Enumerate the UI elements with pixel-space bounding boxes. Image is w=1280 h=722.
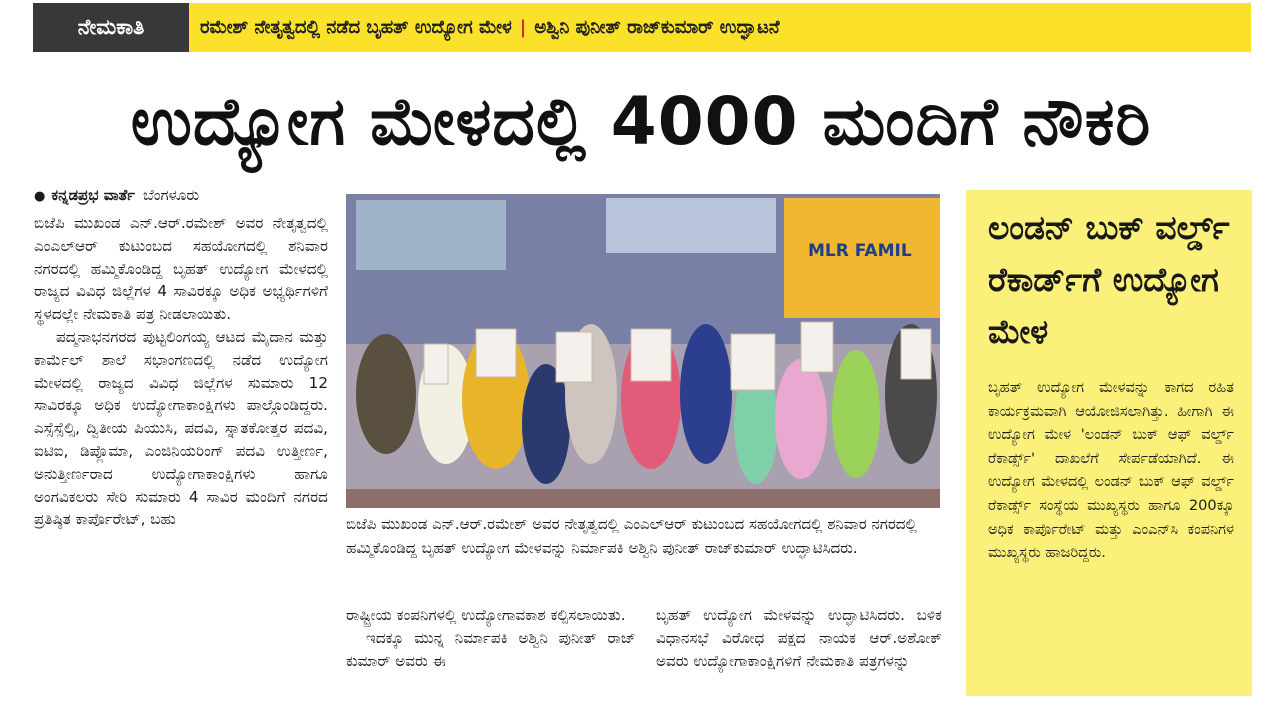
- article-paragraph: ಬೃಹತ್ ಉದ್ಯೋಗ ಮೇಳವನ್ನು ಉದ್ಘಾಟಿಸಿದರು. ಬಳಿಕ ವಿಧಾನಸಭೆ ವಿರೋಧ ಪಕ್ಷದ ನಾಯಕ ಆರ್.ಅಶೋಕ್ ಅವರು ಉದ್ಯೋಗಾಕಾಂಕ್ಷಿಗಳಿಗೆ ನೇಮಕಾತಿ ಪತ್ರಗಳನ್ನು: [656, 606, 942, 670]
- byline-place: ಬೆಂಗಳೂರು: [143, 186, 200, 204]
- article-paragraph: ಬಿಜೆಪಿ ಮುಖಂಡ ಎನ್.ಆರ್.ರಮೇಶ್ ಅವರ ನೇತೃತ್ವದಲ್ಲಿ ಎಂಎಲ್‌ಆರ್ ಕುಟುಂಬದ ಸಹಯೋಗದಲ್ಲಿ ಶನಿವಾರ ನಗರದಲ್ಲಿ ಹಮ್ಮಿಕೊಂಡಿದ್ದ ಬೃಹತ್ ಉದ್ಯೋಗ ಮೇಳದಲ್ಲಿ ರಾಜ್ಯದ ವಿವಿಧ ಜಿಲ್ಲೆಗಳ 4 ಸಾವಿರಕ್ಕೂ ಅಧಿಕ ಅಭ್ಯರ್ಥಿಗಳಿಗೆ ಸ್ಥಳದಲ್ಲೇ ನೇಮಕಾತಿ ಪತ್ರ ನೀಡಲಾಯಿತು.: [34, 214, 328, 324]
- sidebar-box: [966, 190, 1252, 696]
- article-column-1: [34, 212, 328, 531]
- ribbon-separator: |: [519, 17, 527, 38]
- byline-bullet: ●: [34, 189, 46, 204]
- event-photo: [346, 194, 940, 508]
- section-ribbon: [33, 3, 1251, 52]
- event-photo-illustration: [346, 194, 940, 508]
- sidebar-body: ಬೃಹತ್ ಉದ್ಯೋಗ ಮೇಳವನ್ನು ಕಾಗದ ರಹಿತ ಕಾರ್ಯಕ್ರಮವಾಗಿ ಆಯೋಜಿಸಲಾಗಿತ್ತು. ಹೀಗಾಗಿ ಈ ಉದ್ಯೋಗ ಮೇಳ 'ಲಂಡನ್ ಬುಕ್ ಆಫ್ ವರ್ಲ್ಡ್ ರೆಕಾರ್ಡ್ಸ್' ದಾಖಲೆಗೆ ಸೇರ್ಪಡೆಯಾಗಿದೆ. ಈ ಉದ್ಯೋಗ ಮೇಳದಲ್ಲಿ ಲಂಡನ್ ಬುಕ್ ಆಫ್ ವರ್ಲ್ಡ್ ರೆಕಾರ್ಡ್ಸ್ ಸಂಸ್ಥೆಯ ಮುಖ್ಯಸ್ಥರು ಹಾಗೂ 200ಕ್ಕೂ ಅಧಿಕ ಕಾರ್ಪೊರೇಟ್ ಮತ್ತು ಎಂಎನ್‌ಸಿ ಕಂಪನಿಗಳ ಮುಖ್ಯಸ್ಥರು ಹಾಜರಿದ್ದರು.: [988, 379, 1234, 562]
- byline-paper: ಕನ್ನಡಪ್ರಭ ವಾರ್ತೆ: [51, 186, 136, 204]
- ribbon-headline: [200, 3, 780, 52]
- ribbon-text-left: ರಮೇಶ್ ನೇತೃತ್ವದಲ್ಲಿ ನಡೆದ ಬೃಹತ್ ಉದ್ಯೋಗ ಮೇಳ: [200, 17, 512, 38]
- photo-banner-text: MLR FAMIL: [808, 241, 912, 261]
- main-headline: ಉದ್ಯೋಗ ಮೇಳದಲ್ಲಿ 4000 ಮಂದಿಗೆ ನೌಕರಿ: [130, 83, 1152, 160]
- ribbon-text-right: ಅಶ್ವಿನಿ ಪುನೀತ್ ರಾಜ್‌ಕುಮಾರ್ ಉದ್ಘಾಟನೆ: [534, 17, 780, 38]
- article-column-3: [656, 604, 942, 673]
- article-paragraph: ಇದಕ್ಕೂ ಮುನ್ನ ನಿರ್ಮಾಪಕಿ ಅಶ್ವಿನಿ ಪುನೀತ್ ರಾಜ್ ಕುಮಾರ್ ಅವರು ಈ: [346, 629, 636, 670]
- article-paragraph: ಪದ್ಮನಾಭನಗರದ ಪುಟ್ಟಲಿಂಗಯ್ಯ ಆಟದ ಮೈದಾನ ಮತ್ತು ಕಾರ್ಮೆಲ್ ಶಾಲೆ ಸಭಾಂಗಣದಲ್ಲಿ ನಡೆದ ಉದ್ಯೋಗ ಮೇಳದಲ್ಲಿ ರಾಜ್ಯದ ವಿವಿಧ ಜಿಲ್ಲೆಗಳ ಸುಮಾರು 12 ಸಾವಿರಕ್ಕೂ ಅಧಿಕ ಉದ್ಯೋಗಾಕಾಂಕ್ಷಿಗಳು ಪಾಲ್ಗೊಂಡಿದ್ದರು. ಎಸ್ಸೆಸ್ಸೆಲ್ಸಿ, ದ್ವಿತೀಯ ಪಿಯುಸಿ, ಪದವಿ, ಸ್ನಾತಕೋತ್ತರ ಪದವಿ, ಐಟಿಐ, ಡಿಪ್ಲೊಮಾ, ಎಂಜಿನಿಯರಿಂಗ್ ಪದವಿ ಉತ್ತೀರ್ಣ, ಅನುತ್ತೀರ್ಣರಾದ ಉದ್ಯೋಗಾಕಾಂಕ್ಷಿಗಳು ಹಾಗೂ ಅಂಗವಿಕಲರು ಸೇರಿ ಸುಮಾರು 4 ಸಾವಿರ ಮಂದಿಗೆ ನಗರದ ಪ್ರತಿಷ್ಠಿತ ಕಾರ್ಪೊರೇಟ್, ಬಹು: [34, 327, 328, 529]
- sidebar-title: ಲಂಡನ್ ಬುಕ್ ವರ್ಲ್ಡ್ ರೆಕಾರ್ಡ್‌ಗೆ ಉದ್ಯೋಗ ಮೇಳ: [988, 208, 1230, 351]
- article-paragraph: ರಾಷ್ಟ್ರೀಯ ಕಂಪನಿಗಳಲ್ಲಿ ಉದ್ಯೋಗಾವಕಾಶ ಕಲ್ಪಿಸಲಾಯಿತು.: [346, 606, 626, 624]
- photo-caption: ಬಿಜೆಪಿ ಮುಖಂಡ ಎನ್.ಆರ್.ರಮೇಶ್ ಅವರ ನೇತೃತ್ವದಲ್ಲಿ ಎಂಎಲ್‌ಆರ್ ಕುಟುಂಬದ ಸಹಯೋಗದಲ್ಲಿ ಶನಿವಾರ ನಗರದಲ್ಲಿ ಹಮ್ಮಿಕೊಂಡಿದ್ದ ಬೃಹತ್ ಉದ್ಯೋಗ ಮೇಳವನ್ನು ನಿರ್ಮಾಪಕಿ ಅಶ್ವಿನಿ ಪುನೀತ್ ರಾಜ್‌ಕುಮಾರ್ ಉದ್ಘಾಟಿಸಿದರು.: [346, 515, 917, 557]
- section-tag: ನೇಮಕಾತಿ: [33, 3, 189, 52]
- byline: [34, 186, 199, 204]
- article-column-2: [346, 604, 636, 673]
